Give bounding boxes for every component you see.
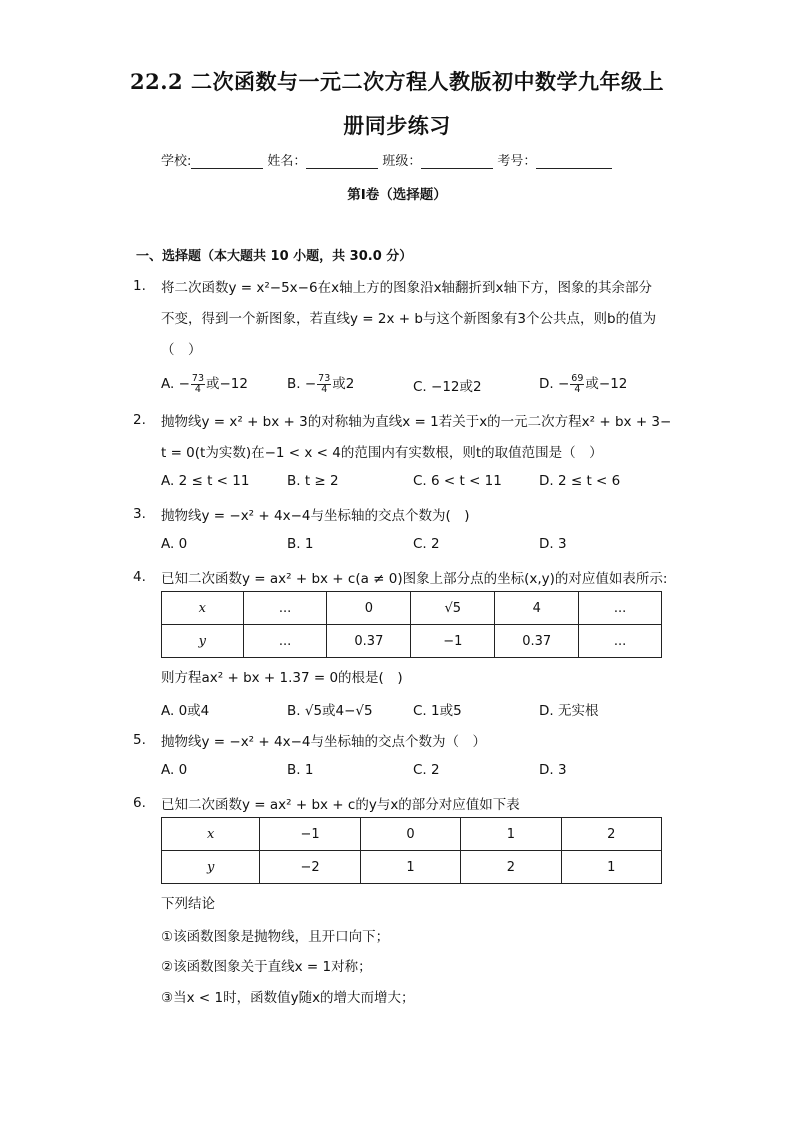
q4-table (161, 591, 662, 658)
q1-b-numerator: 73 (318, 372, 331, 384)
q1-a-fraction (191, 374, 205, 395)
table-cell: 1 (461, 818, 561, 851)
q1-a-denominator: 4 (194, 383, 201, 395)
table-cell: y (162, 851, 260, 884)
q6-conclusion-2: ②该函数图象关于直线x = 1对称； (161, 959, 372, 975)
q5-option-b[interactable]: B. 1 (287, 762, 314, 778)
table-cell: 0.37 (327, 625, 411, 658)
table-cell: 1 (561, 851, 661, 884)
q5-number: 5. (133, 732, 146, 748)
q2-option-d[interactable]: D. 2 ≤ t < 6 (539, 473, 621, 489)
q1-line-2: 不变，得到一个新图象，若直线y = 2x + b与这个新图象有3个公共点，则b的值为 (161, 311, 657, 327)
q1-option-b[interactable]: B. − $\frac{73}{4}$ 或2 (287, 372, 355, 395)
school-label: 学校: (161, 154, 192, 169)
title-line-2: 册同步练习 (343, 113, 451, 138)
table-cell: 1 (360, 851, 460, 884)
table-cell: 4 (495, 592, 579, 625)
q4-option-d[interactable]: D. 无实根 (539, 703, 599, 719)
q2-line-1: 抛物线y = x² + bx + 3的对称轴为直线x = 1若关于x的一元二次方程x² + bx + 3− (161, 414, 672, 430)
school-blank[interactable] (191, 154, 263, 169)
q5-option-d[interactable]: D. 3 (539, 762, 567, 778)
q1-b-fraction (317, 374, 331, 395)
q1-a-numerator: 73 (191, 372, 204, 384)
class-blank[interactable] (421, 154, 493, 169)
q1-d-fraction (570, 374, 584, 395)
q1-line-1: 将二次函数y = x²−5x−6在x轴上方的图象沿x轴翻折到x轴下方，图象的其余部分 (161, 280, 653, 296)
q4-table-row-x (162, 592, 662, 625)
q3-option-b[interactable]: B. 1 (287, 536, 314, 552)
title-line-1: 22.2 二次函数与一元二次方程人教版初中数学九年级上 (130, 69, 664, 94)
table-cell: 2 (461, 851, 561, 884)
q1-a-text: 或−12 (206, 376, 248, 392)
q1-d-denominator: 4 (574, 383, 581, 395)
q2-option-a[interactable]: A. 2 ≤ t < 11 (161, 473, 250, 489)
table-cell: −1 (411, 625, 495, 658)
q1-b-label: B. (287, 376, 301, 392)
q1-a-label: A. (161, 376, 175, 392)
q4-line-1: 已知二次函数y = ax² + bx + c(a ≠ 0)图象上部分点的坐标(x,y)的对应值如表所示: (161, 571, 668, 587)
q6-conclusion-3: ③当x < 1时，函数值y随x的增大而增大； (161, 990, 415, 1006)
q4-option-b[interactable]: B. √5或4−√5 (287, 703, 373, 719)
q3-option-c[interactable]: C. 2 (413, 536, 440, 552)
q4-number: 4. (133, 569, 146, 585)
q3-option-d[interactable]: D. 3 (539, 536, 567, 552)
q2-line-2: t = 0(t为实数)在−1 < x < 4的范围内有实数根，则t的取值范围是（ ） (161, 445, 603, 461)
q5-option-a[interactable]: A. 0 (161, 762, 188, 778)
class-label: 班级： (382, 154, 422, 169)
q2-number: 2. (133, 412, 146, 428)
table-cell: 0 (360, 818, 460, 851)
table-cell: y (162, 625, 244, 658)
q6-conclusion-1: ①该函数图象是抛物线，且开口向下； (161, 929, 390, 945)
table-cell: −2 (260, 851, 360, 884)
q1-option-d[interactable]: D. − $\frac{69}{4}$ 或−12 (539, 372, 628, 395)
number-label: 考号： (497, 154, 537, 169)
q1-d-label: D. (539, 376, 554, 392)
table-cell: x (162, 818, 260, 851)
q5-option-c[interactable]: C. 2 (413, 762, 440, 778)
q1-d-numerator: 69 (571, 372, 584, 384)
q4-option-c[interactable]: C. 1或5 (413, 703, 462, 719)
name-label: 姓名： (267, 154, 307, 169)
q1-b-denominator: 4 (321, 383, 328, 395)
q3-line-1: 抛物线y = −x² + 4x−4与坐标轴的交点个数为( ) (161, 508, 470, 524)
q6-number: 6. (133, 795, 146, 811)
q3-number: 3. (133, 506, 146, 522)
q1-number: 1. (133, 278, 146, 294)
q1-b-text: 或2 (332, 376, 355, 392)
q1-line-3: （ ） (161, 342, 202, 358)
table-cell: ... (243, 625, 327, 658)
table-cell: x (162, 592, 244, 625)
q4-table-row-y (162, 625, 662, 658)
table-cell: 0 (327, 592, 411, 625)
q3-option-a[interactable]: A. 0 (161, 536, 188, 552)
q1-option-a[interactable]: A. − $\frac{73}{4}$ 或−12 (161, 372, 248, 395)
table-cell: √5 (411, 592, 495, 625)
table-cell: ... (579, 592, 662, 625)
part-heading: 一、选择题（本大题共 10 小题，共 30.0 分） (136, 249, 413, 264)
q4-line-2: 则方程ax² + bx + 1.37 = 0的根是( ) (161, 670, 403, 686)
student-info-row (161, 150, 641, 169)
q5-line-1: 抛物线y = −x² + 4x−4与坐标轴的交点个数为（ ） (161, 734, 486, 750)
q6-line-1: 已知二次函数y = ax² + bx + c的y与x的部分对应值如下表 (161, 797, 520, 813)
q6-table-row-x (162, 818, 662, 851)
q4-option-a[interactable]: A. 0或4 (161, 703, 210, 719)
table-cell: ... (579, 625, 662, 658)
q1-d-text: 或−12 (585, 376, 628, 392)
table-cell: 0.37 (495, 625, 579, 658)
table-cell: ... (243, 592, 327, 625)
q1-option-c[interactable]: C. −12或2 (413, 379, 482, 395)
q6-table (161, 817, 662, 884)
q2-option-c[interactable]: C. 6 < t < 11 (413, 473, 502, 489)
table-cell: 2 (561, 818, 661, 851)
number-blank[interactable] (536, 154, 612, 169)
name-blank[interactable] (306, 154, 378, 169)
q6-table-row-y (162, 851, 662, 884)
q2-option-b[interactable]: B. t ≥ 2 (287, 473, 339, 489)
table-cell: −1 (260, 818, 360, 851)
section-title: 第Ⅰ卷（选择题） (347, 187, 447, 203)
q6-line-2: 下列结论 (161, 896, 215, 912)
